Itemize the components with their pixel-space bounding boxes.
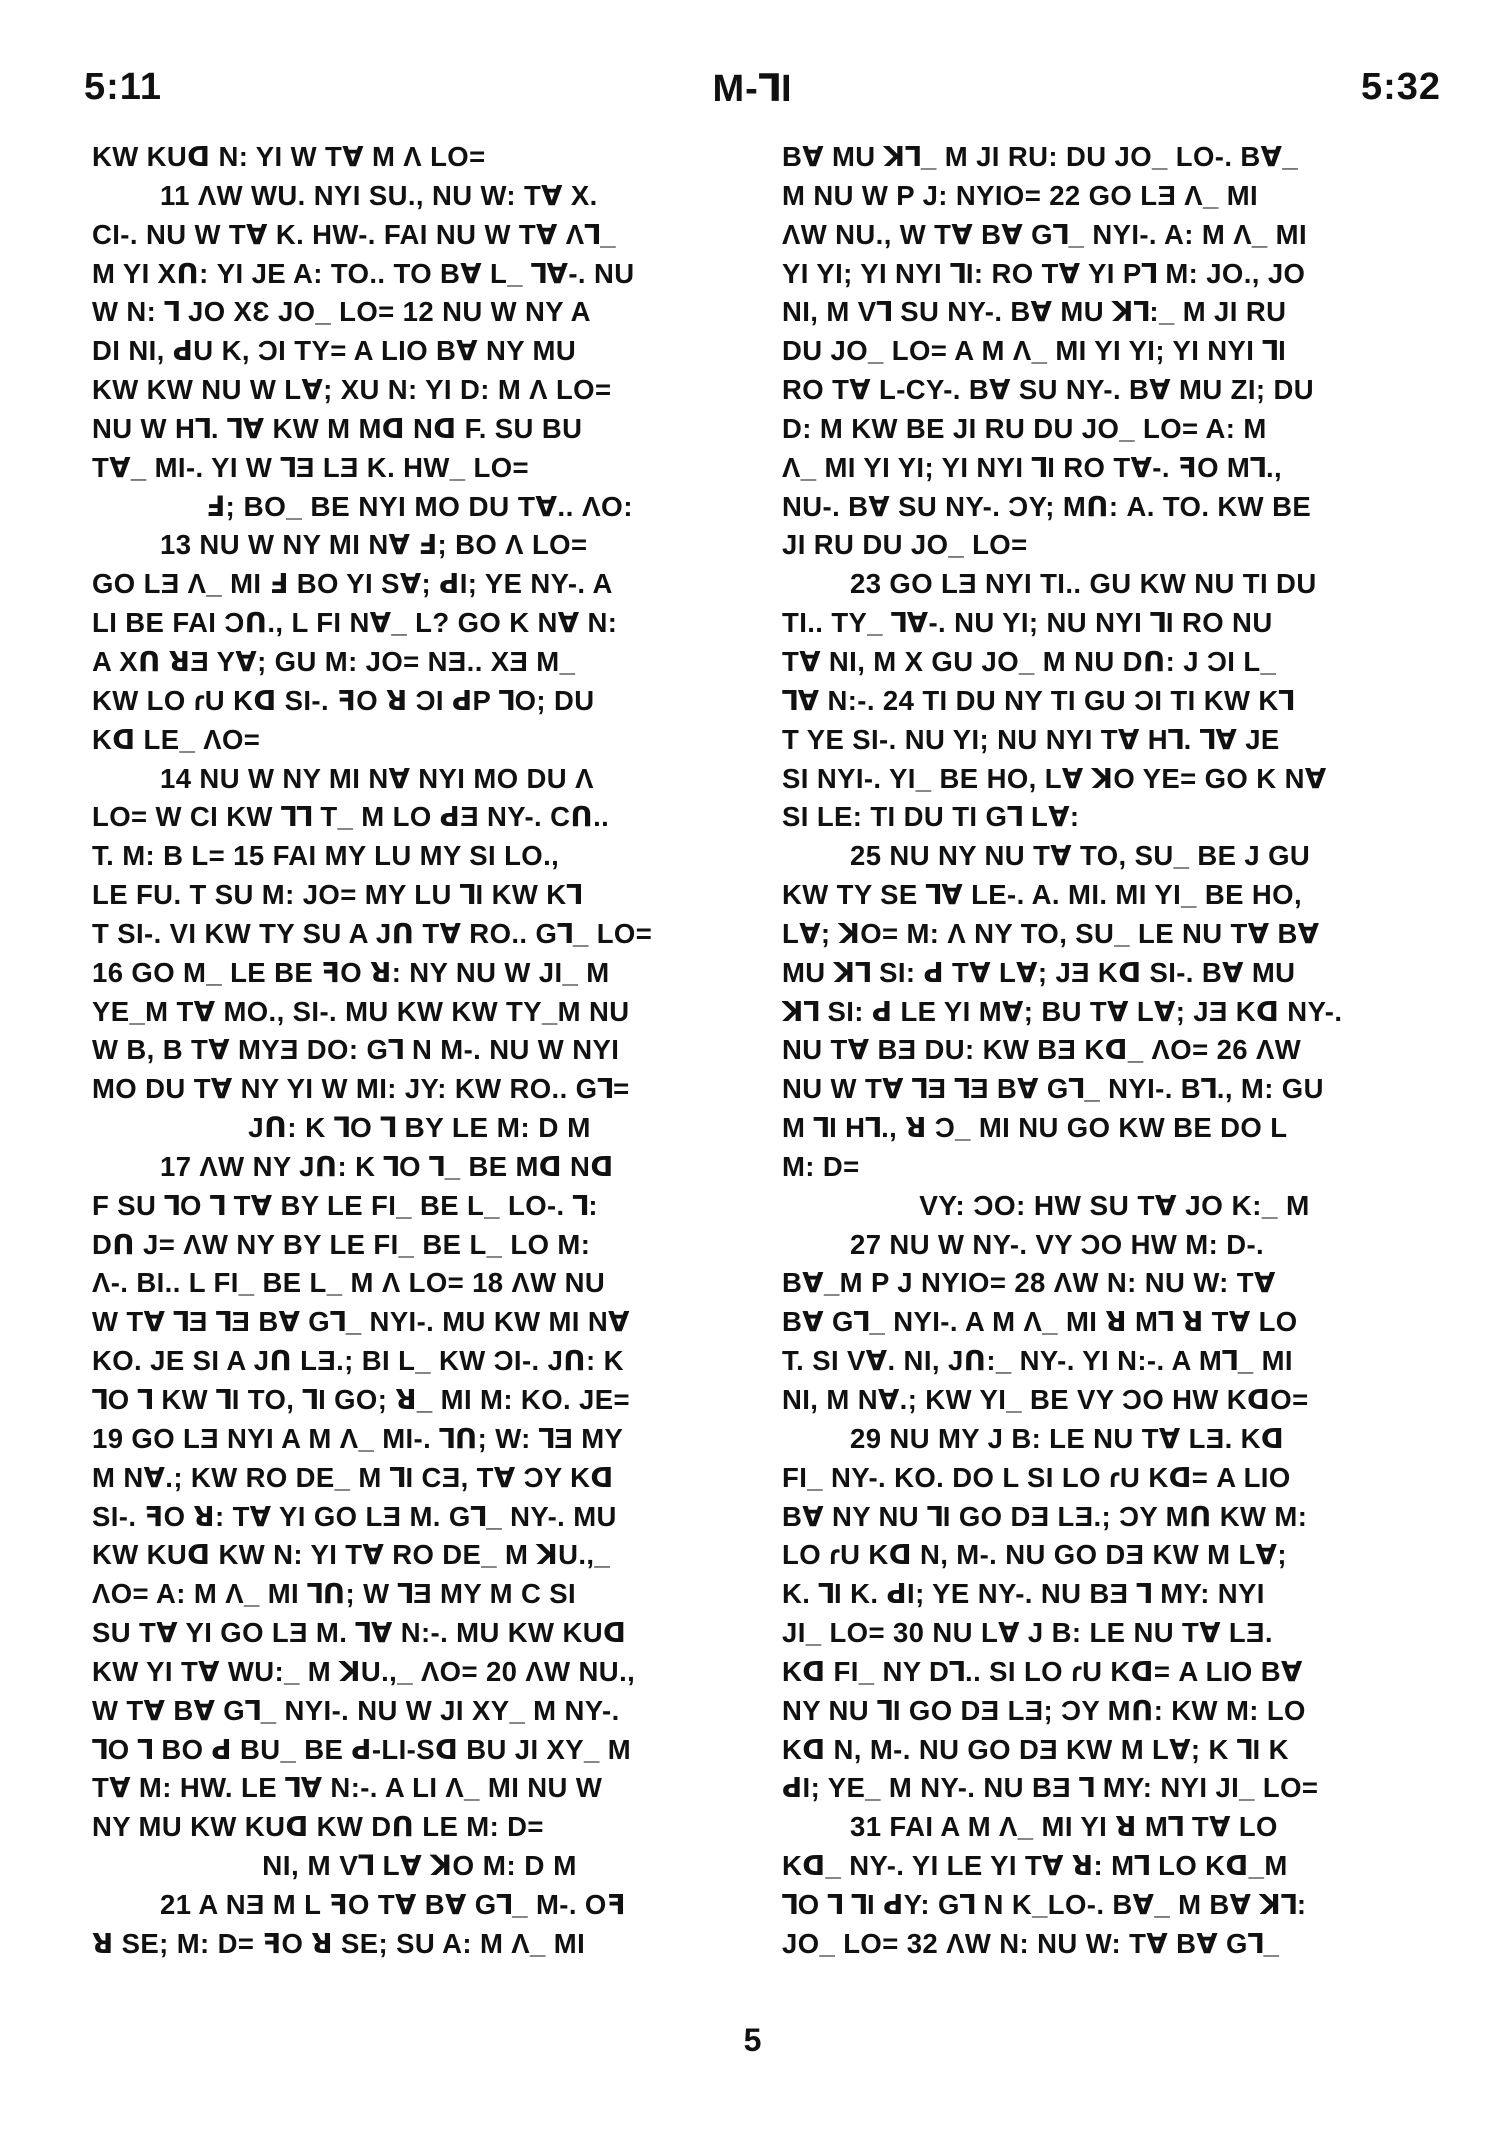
text-line: 29 NU MY J B: LE NU TⱯ LƎ. Kꓷ bbox=[850, 1422, 1285, 1454]
text-line: LI BE FAI Ɔꓵ., L FI NⱯ_ L? GO K NⱯ N: bbox=[92, 607, 618, 639]
text-line: YE_M TⱯ MO., SI-. MU KW KW TY_M NU bbox=[92, 995, 630, 1027]
text-line: BⱯ NY NU ⅂I GO DƎ LƎ.; ƆY Mꓵ KW M: bbox=[782, 1500, 1308, 1532]
text-line: D: M KW BE JI RU DU JO_ LO= A: M bbox=[782, 412, 1267, 444]
text-line: K. ⅂I K. ꓒI; YE NY-. NU BƎ ⅂ MY: NYI bbox=[782, 1578, 1265, 1610]
right-text-column bbox=[782, 138, 1447, 1998]
text-line: MO DU TⱯ NY YI W MI: JY: KW RO.. G⅂= bbox=[92, 1073, 630, 1105]
text-line: 16 GO M_ LE BE ꟻO ꓤ: NY NU W JI_ M bbox=[92, 956, 610, 988]
left-text-column bbox=[92, 138, 747, 1998]
text-line: TⱯ_ MI-. YI W ⅂Ǝ LƎ K. HW_ LO= bbox=[92, 451, 529, 483]
section-heading: VY: ƆO: HW SU TⱯ JO K:_ M bbox=[919, 1189, 1310, 1221]
text-line: JI_ LO= 30 NU LⱯ J B: LE NU TⱯ LƎ. bbox=[782, 1617, 1273, 1649]
text-line: NU-. BⱯ SU NY-. ƆY; Mꓵ: A. TO. KW BE bbox=[782, 490, 1312, 522]
text-line: FI_ NY-. KO. DO L SI LO ɾU Kꓷ= A LIO bbox=[782, 1461, 1291, 1493]
text-line: ꓘ⅂ SI: ꓒ LE YI MⱯ; BU TⱯ LⱯ; JƎ Kꓷ NY-. bbox=[782, 995, 1343, 1027]
text-line: KW LO ɾU Kꓷ SI-. ꟻO ꓤ ƆI ꓒP ⅂O; DU bbox=[92, 684, 595, 716]
text-line: Kꓷ LE_ ɅO= bbox=[92, 723, 261, 755]
text-line: Kꓷ FI_ NY D⅂.. SI LO ɾU Kꓷ= A LIO BⱯ bbox=[782, 1655, 1303, 1687]
text-line: NI, M V⅂ SU NY-. BⱯ MU ꓘ⅂:_ M JI RU bbox=[782, 296, 1287, 328]
text-line: W TⱯ ⅂Ǝ ⅂Ǝ BⱯ G⅂_ NYI-. MU KW MI NⱯ bbox=[92, 1306, 630, 1338]
text-line: LO ɾU Kꓷ N, M-. NU GO DƎ KW M LⱯ; bbox=[782, 1539, 1287, 1571]
running-head-right: 5:32 bbox=[1360, 66, 1441, 108]
text-line: NU W H⅂. ⅂Ɐ KW M Mꓷ Nꓷ F. SU BU bbox=[92, 412, 583, 444]
text-line: M ⅂I H⅂., ꓤ Ɔ_ MI NU GO KW BE DO L bbox=[782, 1112, 1288, 1144]
text-line: M YI Xꓵ: YI JE A: TO.. TO BⱯ L_ ⅂Ɐ-. NU bbox=[92, 257, 635, 289]
text-line: W N: ⅂ JO XƐ JO_ LO= 12 NU W NY A bbox=[92, 296, 591, 328]
text-line: Kꓷ_ NY-. YI LE YI TⱯ ꓤ: M⅂ LO Kꓷ_M bbox=[782, 1850, 1288, 1882]
text-line: JO_ LO= 32 ɅW N: NU W: TⱯ BⱯ G⅂_ bbox=[782, 1927, 1280, 1959]
text-line: F SU ⅂O ⅂ TⱯ BY LE FI_ BE L_ LO-. ⅂: bbox=[92, 1189, 598, 1221]
text-line: SU TⱯ YI GO LƎ M. ⅂Ɐ N:-. MU KW KUꓷ bbox=[92, 1617, 627, 1649]
page-number: 5 bbox=[743, 2022, 762, 2058]
text-line: T. SI VⱯ. NI, Jꓵ:_ NY-. YI N:-. A M⅂_ MI bbox=[782, 1345, 1293, 1377]
text-line: Ʌ-. BI.. L FI_ BE L_ M Ʌ LO= 18 ɅW NU bbox=[92, 1267, 606, 1299]
text-line: 31 FAI A M Ʌ_ MI YI ꓤ M⅂ TⱯ LO bbox=[850, 1811, 1278, 1843]
text-line: TI.. TY_ ⅂Ɐ-. NU YI; NU NYI ⅂I RO NU bbox=[782, 607, 1273, 639]
text-line: T SI-. VI KW TY SU A Jꓵ TⱯ RO.. G⅂_ LO= bbox=[92, 917, 653, 949]
text-line: ⅂O ⅂ BO ꓒ BU_ BE ꓒ-LI-Sꓷ BU JI XY_ M bbox=[92, 1733, 632, 1765]
text-line: SI LE: TI DU TI G⅂ LⱯ: bbox=[782, 801, 1080, 833]
text-line: NY MU KW KUꓷ KW Dꓵ LE M: D= bbox=[92, 1811, 544, 1843]
text-line: T YE SI-. NU YI; NU NYI TⱯ H⅂. ⅂Ɐ JE bbox=[782, 723, 1280, 755]
text-line: YI YI; YI NYI ⅂I: RO TⱯ YI P⅂ M: JO., JO bbox=[782, 257, 1306, 289]
text-line: KW KW NU W LⱯ; XU N: YI D: M Ʌ LO= bbox=[92, 374, 612, 406]
text-line: SI-. ꟻO ꓤ: TⱯ YI GO LƎ M. G⅂_ NY-. MU bbox=[92, 1500, 617, 1532]
text-line: SI NYI-. YI_ BE HO, LⱯ ꓘO YE= GO K NⱯ bbox=[782, 762, 1327, 794]
section-heading: Jꓵ: K ⅂O ⅂ BY LE M: D M bbox=[248, 1112, 591, 1144]
text-line: 23 GO LƎ NYI TI.. GU KW NU TI DU bbox=[850, 568, 1317, 600]
section-heading: NI, M V⅂ LⱯ ꓘO M: D M bbox=[262, 1850, 577, 1882]
text-line: M NⱯ.; KW RO DE_ M ⅂I CƎ, TⱯ ƆY Kꓷ bbox=[92, 1461, 614, 1493]
text-line: MU ꓘ⅂ SI: ꓒ TⱯ LⱯ; JƎ Kꓷ SI-. BⱯ MU bbox=[782, 956, 1296, 988]
text-line: Dꓵ J= ɅW NY BY LE FI_ BE L_ LO M: bbox=[92, 1228, 591, 1260]
text-line: NU TⱯ BƎ DU: KW BƎ Kꓷ_ ɅO= 26 ɅW bbox=[782, 1034, 1302, 1066]
running-head-left: 5:11 bbox=[84, 66, 162, 108]
text-line: Kꓷ N, M-. NU GO DƎ KW M LⱯ; K ⅂I K bbox=[782, 1733, 1289, 1765]
text-line: TⱯ NI, M X GU JO_ M NU Dꓵ: J ƆI L_ bbox=[782, 645, 1277, 677]
text-line: 21 A NƎ M L ꟻO TⱯ BⱯ G⅂_ M-. Oꟻ bbox=[160, 1888, 626, 1920]
text-line: M: D= bbox=[782, 1150, 860, 1182]
text-line: 17 ɅW NY Jꓵ: K ⅂O ⅂_ BE Mꓷ Nꓷ bbox=[160, 1150, 614, 1182]
text-line: W B, B TⱯ MYƎ DO: G⅂ N M-. NU W NYI bbox=[92, 1034, 620, 1066]
text-line: RO TⱯ L-CY-. BⱯ SU NY-. BⱯ MU ZI; DU bbox=[782, 374, 1314, 406]
text-line: LO= W CI KW ⅂⅂ T_ M LO ꓒƎ NY-. Cꓵ.. bbox=[92, 801, 610, 833]
text-line: KO. JE SI A Jꓵ LƎ.; BI L_ KW ƆI-. Jꓵ: K bbox=[92, 1345, 624, 1377]
text-line: ꓤ SE; M: D= ꟻO ꓤ SE; SU A: M Ʌ_ MI bbox=[92, 1927, 586, 1959]
text-line: LE FU. T SU M: JO= MY LU ⅂I KW K⅂ bbox=[92, 879, 583, 911]
text-line: A Xꓵ ꓤƎ YⱯ; GU M: JO= NƎ.. XƎ M_ bbox=[92, 645, 576, 677]
text-line: BⱯ MU ꓘ⅂_ M JI RU: DU JO_ LO-. BⱯ_ bbox=[782, 141, 1299, 172]
text-line: ɅO= A: M Ʌ_ MI ⅂ꓵ; W ⅂Ǝ MY M C SI bbox=[92, 1578, 577, 1610]
text-line: ꓒI; YE_ M NY-. NU BƎ ⅂ MY: NYI JI_ LO= bbox=[782, 1772, 1319, 1804]
text-line: NI, M NⱯ.; KW YI_ BE VY ƆO HW KꓷO= bbox=[782, 1384, 1309, 1415]
text-line: Ʌ_ MI YI YI; YI NYI ⅂I RO TⱯ-. ꟻO M⅂., bbox=[782, 451, 1283, 483]
text-line: 11 ɅW WU. NYI SU., NU W: TⱯ X. bbox=[160, 179, 598, 211]
text-line: NU W TⱯ ⅂Ǝ ⅂Ǝ BⱯ G⅂_ NYI-. B⅂., M: GU bbox=[782, 1073, 1324, 1105]
text-line: KW KUꓷ KW N: YI TⱯ RO DE_ M ꓘU.,_ bbox=[92, 1539, 611, 1571]
text-line: 25 NU NY NU TⱯ TO, SU_ BE J GU bbox=[850, 840, 1311, 872]
text-line: ⅂O ⅂ ⅂I ꓒY: G⅂ N K_LO-. BⱯ_ M BⱯ ꓘ⅂: bbox=[782, 1888, 1307, 1920]
text-line: DU JO_ LO= A M Ʌ_ MI YI YI; YI NYI ⅂I bbox=[782, 335, 1287, 367]
running-head-book-title: M-⅂I bbox=[712, 68, 793, 110]
text-line: 19 GO LƎ NYI A M Ʌ_ MI-. ⅂ꓵ; W: ⅂Ǝ MY bbox=[92, 1422, 624, 1454]
text-line: NY NU ⅂I GO DƎ LƎ; ƆY Mꓵ: KW M: LO bbox=[782, 1694, 1306, 1726]
text-line: TⱯ M: HW. LE ⅂Ɐ N:-. A LI Ʌ_ MI NU W bbox=[92, 1772, 603, 1804]
text-line: 13 NU W NY MI NⱯ Ⅎ; BO Ʌ LO= bbox=[160, 529, 588, 561]
text-line: GO LƎ Ʌ_ MI Ⅎ BO YI SⱯ; ꓒI; YE NY-. A bbox=[92, 568, 613, 600]
text-line: ⅂O ⅂ KW ⅂I TO, ⅂I GO; ꓤ_ MI M: KO. JE= bbox=[92, 1384, 630, 1415]
text-line: BⱯ G⅂_ NYI-. A M Ʌ_ MI ꓤ M⅂ ꓤ TⱯ LO bbox=[782, 1306, 1298, 1338]
text-line: T. M: B L= 15 FAI MY LU MY SI LO., bbox=[92, 840, 560, 872]
text-line: JI RU DU JO_ LO= bbox=[782, 529, 1028, 561]
text-line: M NU W P J: NYIO= 22 GO LƎ Ʌ_ MI bbox=[782, 179, 1259, 211]
section-heading: Ⅎ; BO_ BE NYI MO DU TⱯ.. ɅO: bbox=[206, 490, 633, 522]
text-line: BⱯ_M P J NYIO= 28 ɅW N: NU W: TⱯ bbox=[782, 1267, 1276, 1299]
text-line: KW YI TⱯ WU:_ M ꓘU.,_ ɅO= 20 ɅW NU., bbox=[92, 1655, 636, 1687]
text-line: ⅂Ɐ N:-. 24 TI DU NY TI GU ƆI TI KW K⅂ bbox=[782, 684, 1295, 716]
text-line: KW KUꓷ N: YI W TⱯ M Ʌ LO= bbox=[92, 141, 486, 172]
text-line: 27 NU W NY-. VY ƆO HW M: D-. bbox=[850, 1228, 1265, 1260]
text-line: W TⱯ BⱯ G⅂_ NYI-. NU W JI XY_ M NY-. bbox=[92, 1694, 620, 1726]
text-line: 14 NU W NY MI NⱯ NYI MO DU Ʌ bbox=[160, 762, 594, 794]
text-line: ɅW NU., W TⱯ BⱯ G⅂_ NYI-. A: M Ʌ_ MI bbox=[782, 218, 1308, 250]
text-line: LⱯ; ꓘO= M: Ʌ NY TO, SU_ LE NU TⱯ BⱯ bbox=[782, 917, 1320, 949]
text-line: KW TY SE ⅂Ɐ LE-. A. MI. MI YI_ BE HO, bbox=[782, 879, 1302, 911]
text-line: DI NI, ꓒU K, ƆI TY= A LIO BⱯ NY MU bbox=[92, 335, 577, 367]
text-line: CI-. NU W TⱯ K. HW-. FAI NU W TⱯ Ʌ⅂_ bbox=[92, 218, 616, 250]
